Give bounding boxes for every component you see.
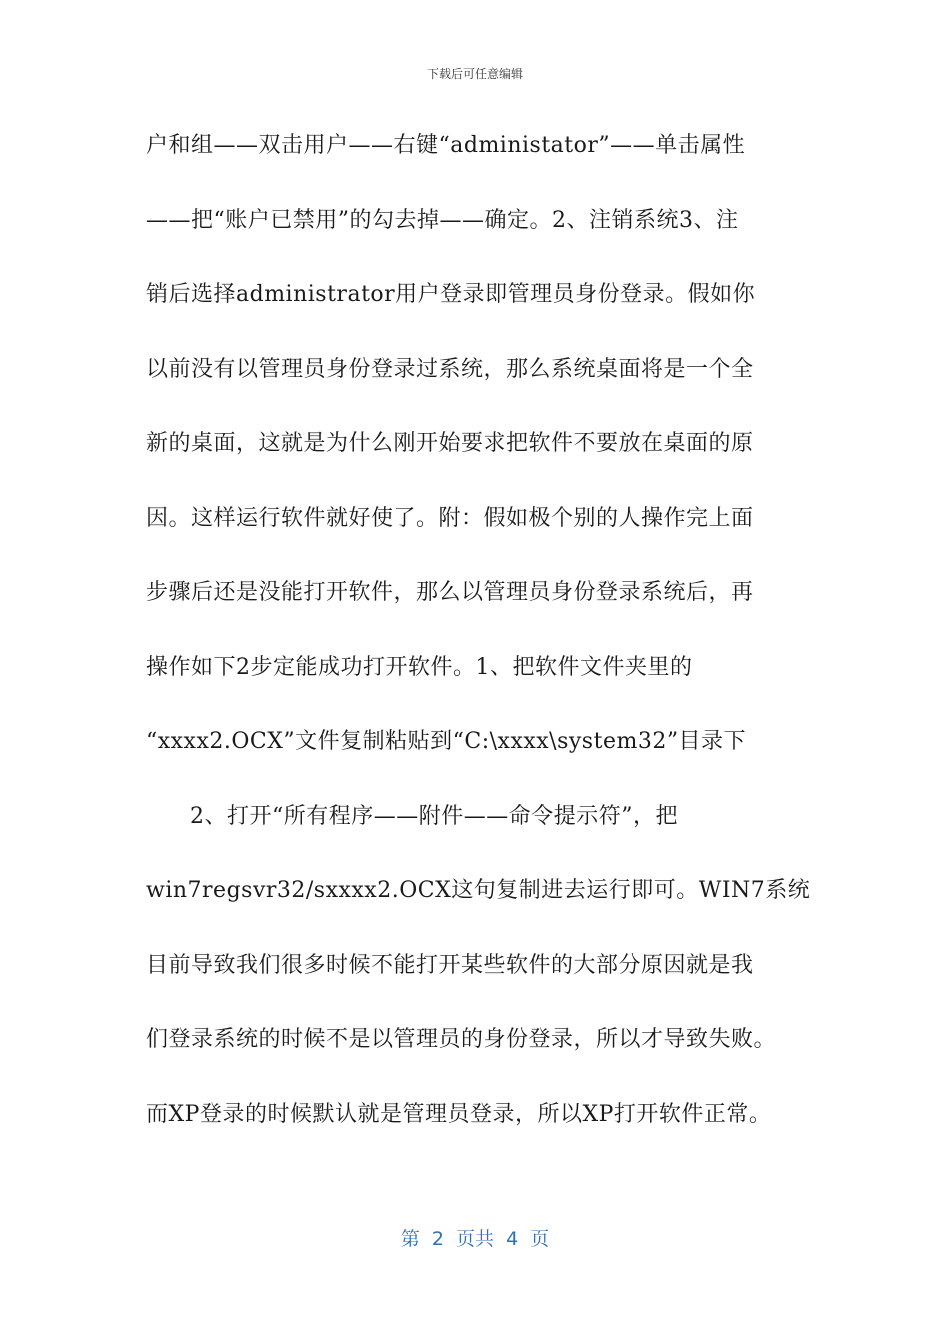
body-line: ——把“账户已禁用”的勾去掉——确定。2、注销系统3、注 xyxy=(146,207,739,233)
body-line: win7regsvr32/sxxxx2.OCX这句复制进去运行即可。WIN7系统 xyxy=(146,878,811,903)
document-body xyxy=(146,122,816,1165)
page-number-footer: 第 2 页共 4 页 xyxy=(400,1228,550,1250)
body-line: 步骤后还是没能打开软件，那么以管理员身份登录系统后，再 xyxy=(146,580,754,605)
body-line: 目前导致我们很多时候不能打开某些软件的大部分原因就是我 xyxy=(146,952,754,978)
body-line: 操作如下2步定能成功打开软件。1、把软件文件夹里的 xyxy=(146,654,693,680)
body-line: 销后选择administrator用户登录即管理员身份登录。假如你 xyxy=(146,282,756,307)
body-line: 以前没有以管理员身份登录过系统，那么系统桌面将是一个全 xyxy=(146,356,754,382)
body-line: 因。这样运行软件就好使了。附：假如极个别的人操作完上面 xyxy=(146,505,754,531)
body-line: “xxxx2.OCX”文件复制粘贴到“C:\xxxx\system32”目录下 xyxy=(146,729,747,754)
body-line: 们登录系统的时候不是以管理员的身份登录，所以才导致失败。 xyxy=(146,1027,777,1052)
body-line: 新的桌面，这就是为什么刚开始要求把软件不要放在桌面的原 xyxy=(146,431,754,456)
page-header: 下载后可任意编辑 xyxy=(426,67,523,81)
body-line: 户和组——双击用户——右键“administator”——单击属性 xyxy=(146,133,746,158)
body-line-indented: 2、打开“所有程序——附件——命令提示符”，把 xyxy=(190,803,678,829)
body-line: 而XP登录的时候默认就是管理员登录，所以XP打开软件正常。 xyxy=(146,1101,772,1127)
